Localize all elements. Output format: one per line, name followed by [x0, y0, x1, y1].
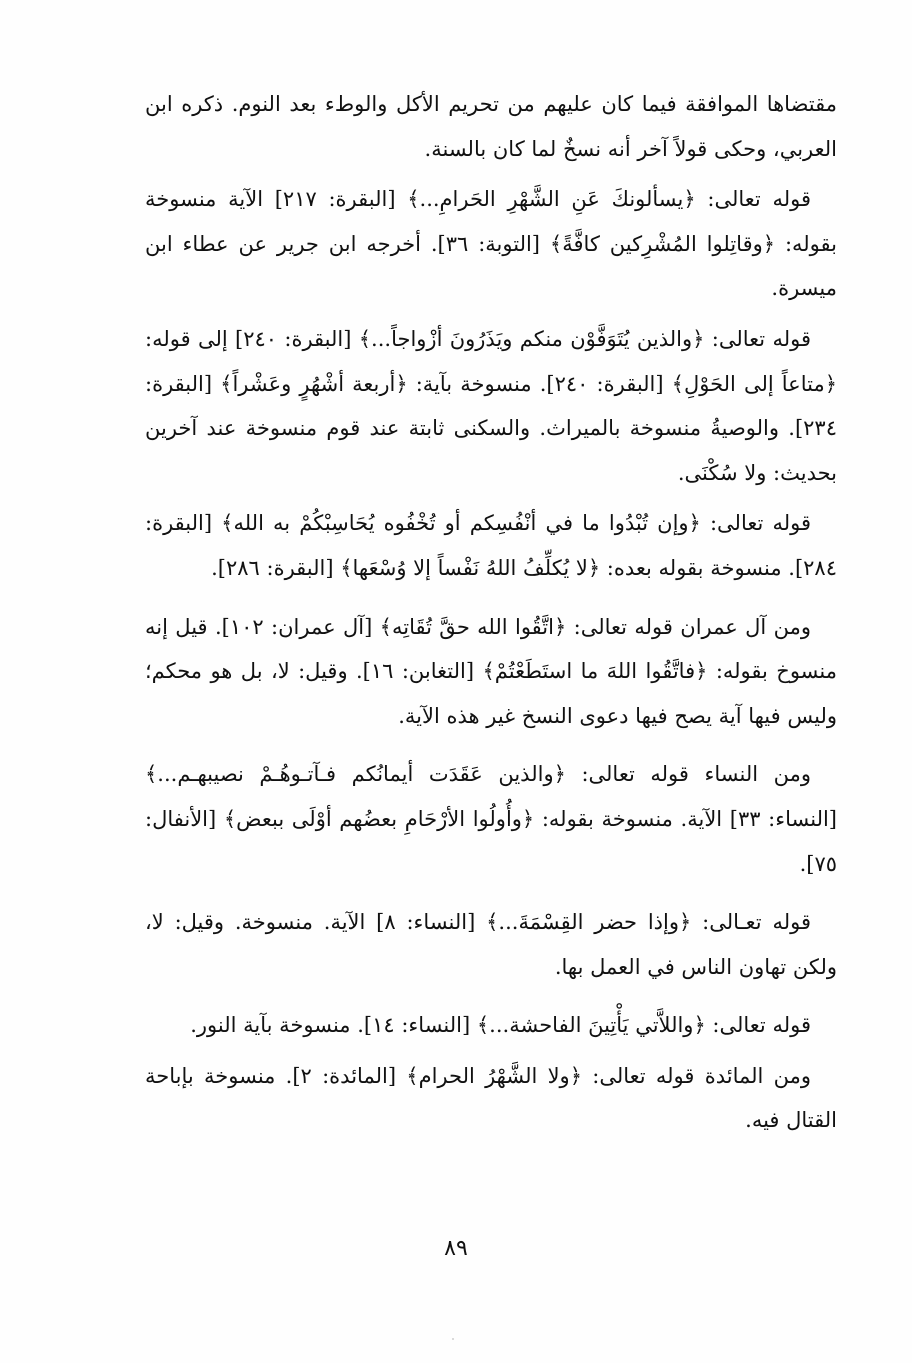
- paragraph-al-imran: ومن آل عمران قوله تعالى: ﴿اتَّقُوا الله حقَّ تُقَاتِه﴾ [آل عمران: ١٠٢]. قيل إنه منسوخ بقوله: ﴿فاتَّقُوا اللهَ ما استَطَعْتُمْ﴾ [التغابن: ١٦]. وقيل: لا، بل هو محكم؛ وليس فيها آية يصح فيها دعوى النسخ غير هذه الآية.: [145, 614, 837, 728]
- paragraph-yutawaffawn: قوله تعالى: ﴿والذين يُتَوَفَّوْن منكم ويَذَرُونَ أزْواجاً...﴾ [البقرة: ٢٤٠] إلى قوله: ﴿متاعاً إلى الحَوْلِ﴾ [البقرة: ٢٤٠]. منسوخة بآية: ﴿أربعة أشْهُرٍ وعَشْراً﴾ [البقرة: ٢٣٤]. والوصيةُ منسوخة بالميراث. والسكنى ثابتة عند قوم منسوخة عند آخرين بحديث: ولا سُكْنَى.: [145, 326, 837, 485]
- page-number: ٨٩: [444, 1236, 468, 1261]
- paragraph-maida: ومن المائدة قوله تعالى: ﴿ولا الشَّهْرُ الحرام﴾ [المائدة: ٢]. منسوخة بإباحة القتال فيه.: [145, 1063, 837, 1133]
- paragraph-nisa-8: قوله تعـالى: ﴿وإذا حضر القِسْمَةَ...﴾ [النساء: ٨] الآية. منسوخة. وقيل: لا، ولكن تهاون الناس في العمل بها.: [145, 910, 837, 979]
- scan-speck: [452, 1338, 454, 1340]
- paragraph-nisa-14: قوله تعالى: ﴿واللاَّتي يَأْتِينَ الفاحشة...﴾ [النساء: ١٤]. منسوخة بآية النور.: [190, 1013, 811, 1038]
- paragraph-continuation: مقتضاها الموافقة فيما كان عليهم من تحريم الأكل والوطء بعد النوم. ذكره ابن العربي، وحكى قولاً آخر أنه نسخٌ لما كان بالسنة.: [145, 92, 837, 161]
- paragraph-shahr-haram: قوله تعالى: ﴿يسألونكَ عَنِ الشَّهْرِ الحَرامِ...﴾ [البقرة: ٢١٧] الآية منسوخة بقوله: ﴿وقاتِلوا المُشْرِكين كافَّةً﴾ [التوبة: ٣٦]. أخرجه ابن جرير عن عطاء ابن ميسرة.: [145, 187, 837, 301]
- paragraph-nisa-33: ومن النساء قوله تعالى: ﴿والذين عَقَدَت أيمانُكم فـآتـوهُـمْ نصيبهـم...﴾ [النساء: ٣٣] الآية. منسوخة بقوله: ﴿وأُولُوا الأرْحَامِ بعضُهم أوْلَى ببعض﴾ [الأنفال: ٧٥].: [145, 762, 837, 876]
- paragraph-in-tubdu: قوله تعالى: ﴿وإن تُبْدُوا ما في أنْفُسِكم أو تُخْفُوه يُحَاسِبْكُمْ به الله﴾ [البقرة: ٢٨٤]. منسوخة بقوله بعده: ﴿لا يُكلِّفُ اللهُ نَفْساً إلا وُسْعَها﴾ [البقرة: ٢٨٦].: [145, 511, 837, 580]
- page-body: [145, 82, 837, 1149]
